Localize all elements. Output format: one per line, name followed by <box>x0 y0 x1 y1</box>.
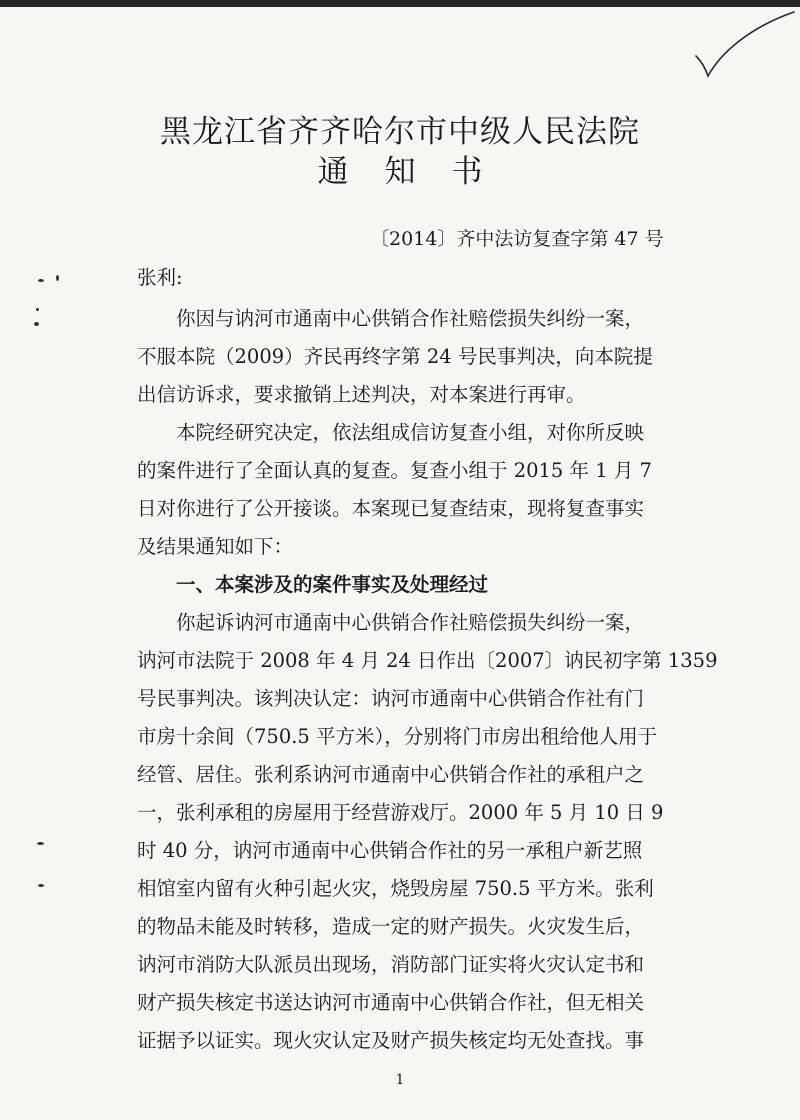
scan-top-edge <box>0 0 800 7</box>
scan-speck <box>56 275 59 281</box>
document-type: 通知书 <box>317 154 519 190</box>
body-line: 及结果通知如下： <box>137 535 294 558</box>
body-line: 号民事判决。该判决认定：讷河市通南中心供销合作社有门 <box>137 687 645 710</box>
body-line: 出信访诉求，要求撤销上述判决，对本案进行再审。 <box>137 383 586 406</box>
court-name: 黑龙江省齐齐哈尔市中级人民法院 <box>160 114 640 150</box>
addressee: 张利: <box>137 266 183 289</box>
body-line: 市房十余间（750.5 平方米），分别将门市房出租给他人用于 <box>137 725 658 748</box>
body-line: 不服本院（2009）齐民再终字第 24 号民事判决，向本院提 <box>137 345 653 368</box>
body-line: 讷河市法院于 2008 年 4 月 24 日作出〔2007〕讷民初字第 1359 <box>137 649 718 672</box>
body-line: 本院经研究决定，依法组成信访复查小组，对你所反映 <box>176 421 645 444</box>
body-line: 的物品未能及时转移，造成一定的财产损失。火灾发生后， <box>137 915 645 938</box>
document-number: 〔2014〕齐中法访复查字第 47 号 <box>370 228 664 250</box>
scan-speck <box>38 884 44 887</box>
body-line: 证据予以证实。现火灾认定及财产损失核定均无处查找。事 <box>137 1029 645 1052</box>
body-line: 相馆室内留有火种引起火灾，烧毁房屋 750.5 平方米。张利 <box>137 877 654 900</box>
body-line: 一，张利承租的房屋用于经营游戏厅。2000 年 5 月 10 日 9 <box>137 801 664 824</box>
body-line: 你因与讷河市通南中心供销合作社赔偿损失纠纷一案， <box>176 307 645 330</box>
body-line: 你起诉讷河市通南中心供销合作社赔偿损失纠纷一案， <box>176 611 645 634</box>
section-heading: 一、本案涉及的案件事实及处理经过 <box>176 573 489 596</box>
scan-speck <box>34 322 39 326</box>
body-line: 时 40 分，讷河市通南中心供销合作社的另一承租户新艺照 <box>137 839 643 862</box>
scan-speck <box>38 279 44 282</box>
scan-speck <box>37 842 44 845</box>
page-number: 1 <box>395 1072 405 1088</box>
check-mark-icon <box>690 4 800 84</box>
scan-speck <box>36 308 39 311</box>
body-line: 财产损失核定书送达讷河市通南中心供销合作社，但无相关 <box>137 991 645 1014</box>
body-line: 日对你进行了公开接谈。本案现已复查结束，现将复查事实 <box>137 497 645 520</box>
body-line: 讷河市消防大队派员出现场，消防部门证实将火灾认定书和 <box>137 953 645 976</box>
body-line: 经管、居住。张利系讷河市通南中心供销合作社的承租户之 <box>137 763 645 786</box>
body-line: 的案件进行了全面认真的复查。复查小组于 2015 年 1 月 7 <box>137 459 652 482</box>
